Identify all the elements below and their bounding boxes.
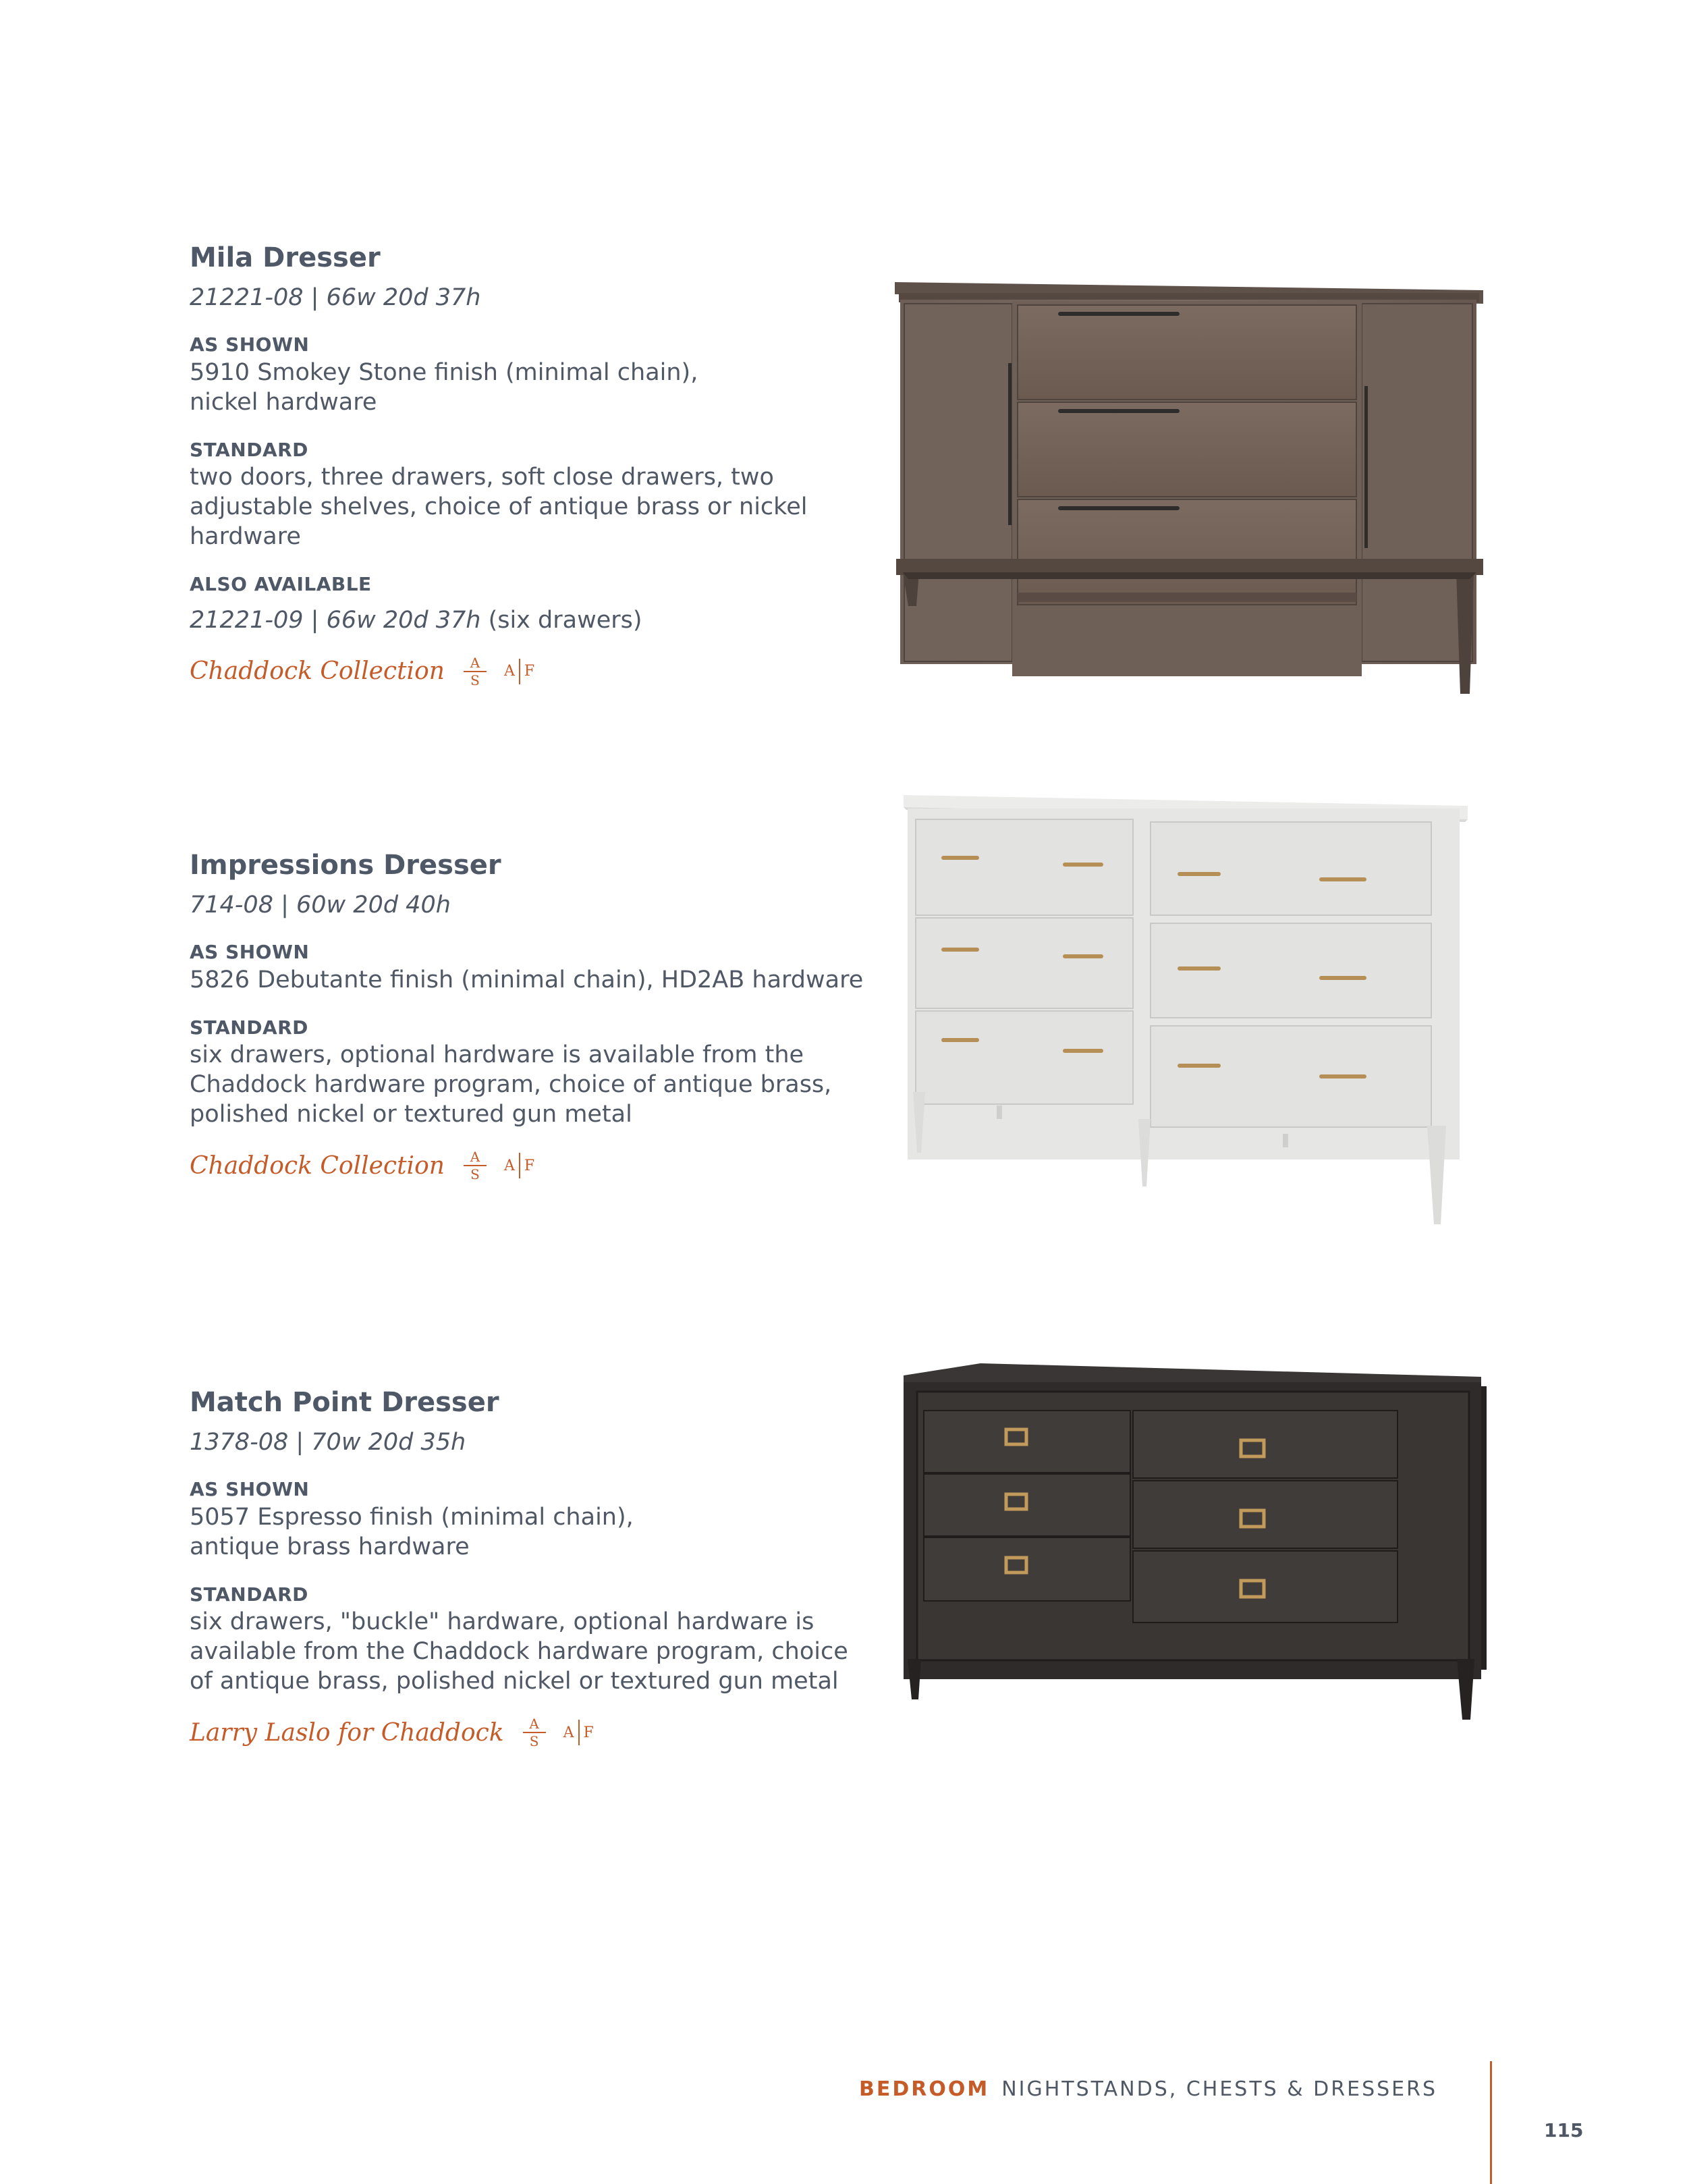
footer-subcategory: NIGHTSTANDS, CHESTS & DRESSERS <box>1001 2077 1437 2101</box>
as-shown-text: 5910 Smokey Stone finish (minimal chain), nickel hardware <box>190 358 698 416</box>
product-name: Mila Dresser <box>190 242 381 273</box>
product-impressions <box>190 849 885 1182</box>
mila-dresser-image <box>889 275 1490 694</box>
product-name: Impressions Dresser <box>190 850 501 881</box>
standard-text: two doors, three drawers, soft close drawers, two adjustable shelves, choice of antique brass or nickel hardware <box>190 464 808 551</box>
collection <box>190 1716 885 1749</box>
standard-label: STANDARD <box>190 1016 308 1039</box>
logo-left: A <box>503 663 515 680</box>
logo-top: A <box>470 654 480 671</box>
product-code: 714-08 | 60w 20d 40h <box>190 892 451 919</box>
as-shown-label: AS SHOWN <box>190 941 310 963</box>
product-mila <box>190 242 885 688</box>
impressions-dresser-image <box>901 788 1474 1227</box>
standard-label: STANDARD <box>190 1583 308 1606</box>
product-code: 21221-08 | 66w 20d 37h <box>190 284 481 311</box>
logo-bottom: S <box>470 672 480 688</box>
logo-left: A <box>503 1157 515 1174</box>
also-available-note: (six drawers) <box>480 606 642 634</box>
as-shown-label: AS SHOWN <box>190 333 310 356</box>
collection <box>190 1149 885 1182</box>
standard-text: six drawers, "buckle" hardware, optional hardware is available from the Chaddock hardware program, choice of antique brass, polished nickel or textured gun metal <box>190 1608 848 1695</box>
as-shown-text: 5057 Espresso finish (minimal chain), antique brass hardware <box>190 1503 634 1560</box>
logo-left: A <box>563 1724 574 1741</box>
standard-text: six drawers, optional hardware is available from the Chaddock hardware program, choice of antique brass, polished nickel or textured gun metal <box>190 1041 832 1128</box>
standard-label: STANDARD <box>190 438 308 461</box>
also-available-code: 21221-09 | 66w 20d 37h <box>190 606 481 634</box>
collection-name: Larry Laslo for Chaddock <box>190 1718 504 1747</box>
product-match-point <box>190 1386 885 1749</box>
collection-name: Chaddock Collection <box>190 657 445 686</box>
logo-right: F <box>583 1724 594 1741</box>
logo-top: A <box>529 1716 539 1732</box>
footer-section-label <box>810 2077 1437 2101</box>
brand-logo-icon <box>464 1149 534 1182</box>
footer-category: BEDROOM <box>858 2077 990 2101</box>
also-available-label: ALSO AVAILABLE <box>190 573 372 596</box>
match-point-dresser-image <box>900 1362 1487 1726</box>
product-code: 1378-08 | 70w 20d 35h <box>190 1429 466 1456</box>
page-number: 115 <box>1544 2119 1584 2141</box>
collection-name: Chaddock Collection <box>190 1151 445 1180</box>
as-shown-label: AS SHOWN <box>190 1478 310 1500</box>
logo-bottom: S <box>529 1733 539 1750</box>
as-shown-text: 5826 Debutante finish (minimal chain), HD2AB hardware <box>190 966 864 993</box>
logo-top: A <box>470 1149 480 1166</box>
logo-bottom: S <box>470 1166 480 1183</box>
logo-right: F <box>524 663 535 680</box>
product-name: Match Point Dresser <box>190 1387 499 1418</box>
collection <box>190 655 885 688</box>
footer-divider <box>1490 2061 1492 2184</box>
also-available-text <box>190 605 885 635</box>
brand-logo-icon <box>523 1716 594 1749</box>
brand-logo-icon <box>464 655 534 688</box>
logo-right: F <box>524 1157 535 1174</box>
